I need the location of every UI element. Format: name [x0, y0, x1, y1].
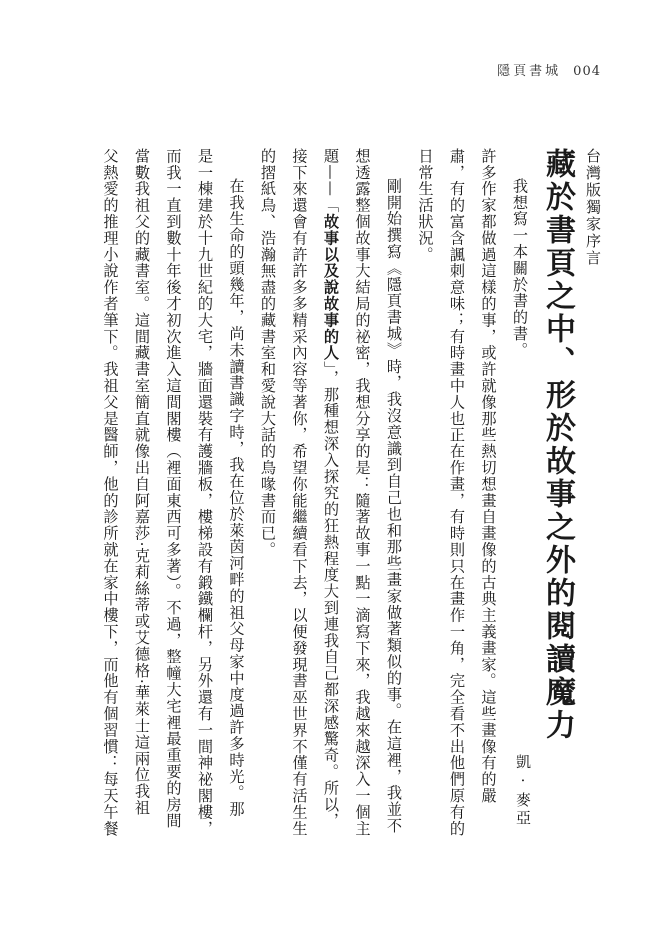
- body-line-1: 我想寫一本關於書的書。: [511, 178, 529, 359]
- author-family-name: 麥亞: [514, 792, 532, 828]
- page-number: 004: [573, 64, 601, 79]
- body-line-8: 接下來還會有許許多多精采內容等著你，希望你能繼續看下去，以便發現書巫世界不僅有活生生: [290, 148, 309, 837]
- body-line-13: 當數我祖父的藏書室。這間藏書室簡直就像出自阿嘉莎·克莉絲蒂或艾德格·華萊士這兩位我祖: [133, 148, 151, 817]
- preface-subtitle: 台灣版獨家序言: [584, 148, 602, 267]
- author-name-separator: ·: [514, 778, 532, 786]
- body-line-6: 想透露整個故事大結局的祕密，我想分享的是：隨著故事一點一滴寫下來，我越來越深入一個主: [353, 148, 372, 837]
- body-line-7-post: 」，那種想深入探究的狂熱程度大到連我自己都深感驚奇。所以，: [322, 361, 340, 830]
- body-line-2: 許多作家都做過這樣的事，或許就像那些熱切想畫自畫像的古典主義畫家。這些畫像有的嚴: [479, 148, 498, 804]
- preface-title: 藏於書頁之中、形於故事之外的閱讀魔力: [540, 148, 575, 742]
- body-line-4: 日常生活狀況。: [416, 148, 435, 263]
- body-line-7: [315, 148, 347, 888]
- running-head-book-title: 隱頁書城: [497, 64, 562, 79]
- author-given-name: 凱: [514, 754, 532, 773]
- body-line-12: 而我一直到數十年後才初次進入這間閣樓（裡面東西可多著）。不過，整幢大宅裡最重要的房間: [164, 148, 183, 830]
- body-line-7-pre: 題——「: [322, 148, 340, 214]
- body-line-5: 剛開始撰寫《隱頁書城》時，我沒意識到自己也和那些畫家做著類似的事。在這裡，我並不: [385, 178, 403, 835]
- running-head: [497, 60, 601, 79]
- body-line-7-emphasis: 故事以及說故事的人: [322, 213, 340, 362]
- preface-page-body: [45, 148, 605, 888]
- body-line-9: 的摺紙鳥、浩瀚無盡的藏書室和愛說大話的鳥喙書而已。: [259, 148, 277, 558]
- body-line-14: 父熱愛的推理小說作者筆下。我祖父是醫師，他的診所就在家中樓下，而他有個習慣：每天午餐: [101, 148, 120, 837]
- body-line-11: 是一棟建於十九世紀的大宅，牆面還裝有護牆板，樓梯設有鍛鐵欄杆，另外還有一間神祕閣樓，: [196, 148, 214, 837]
- body-line-10: 在我生命的頭幾年，尚未讀書識字時，我在位於萊茵河畔的祖父母家中度過許多時光。那: [227, 178, 246, 818]
- body-line-3: 肅，有的富含諷刺意味；有時畫中人也正在作畫，有時則只在畫作一角，完全看不出他們原有的: [448, 148, 466, 837]
